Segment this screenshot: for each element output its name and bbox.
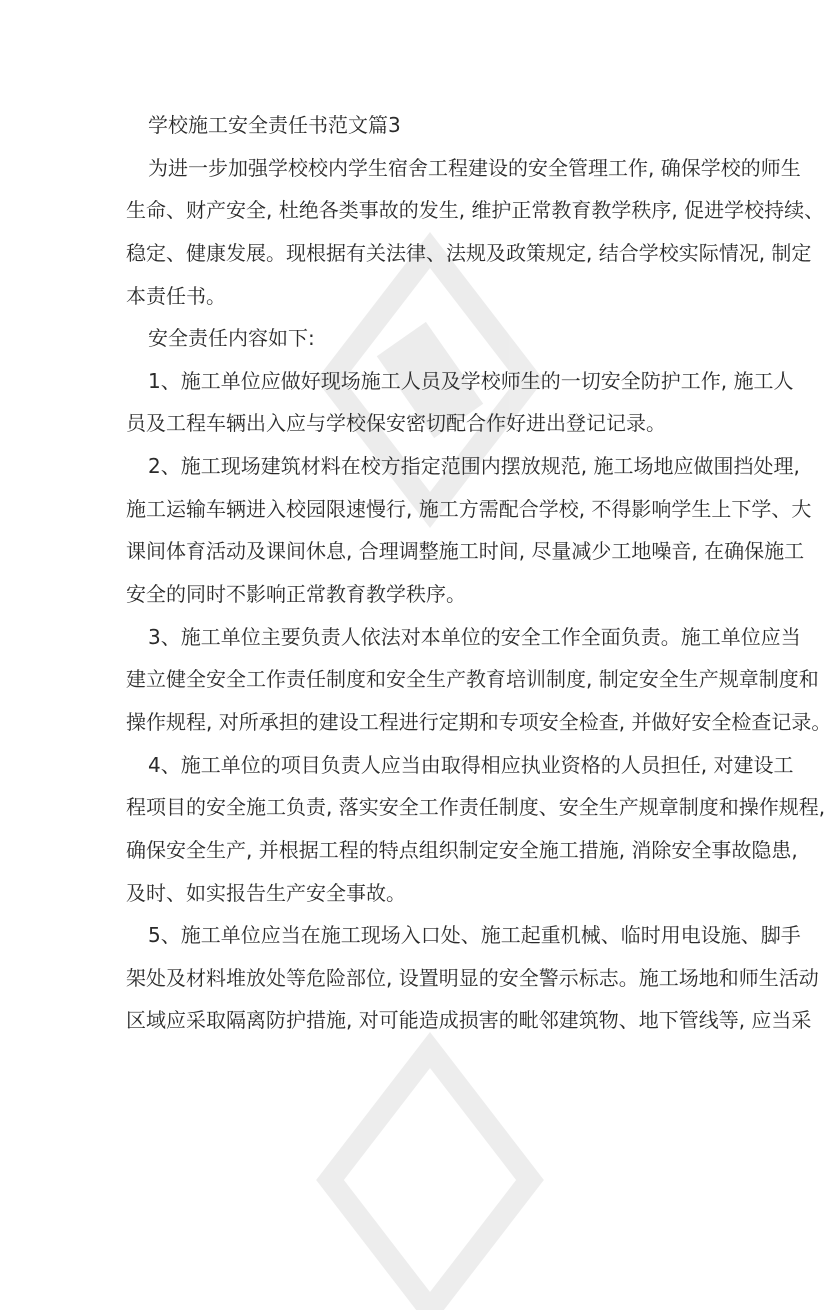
paragraph-line: 为进一步加强学校校内学生宿舍工程建设的安全管理工作, 确保学校的师生 <box>148 155 801 180</box>
paragraph-line: 员及工程车辆出入应与学校保安密切配合作好进出登记记录。 <box>126 411 666 436</box>
paragraph-line: 4、施工单位的项目负责人应当由取得相应执业资格的人员担任, 对建设工 <box>148 752 794 777</box>
paragraph-line: 确保安全生产, 并根据工程的特点组织制定安全施工措施, 消除安全事故隐患, <box>126 837 798 862</box>
paragraph-line: 建立健全安全工作责任制度和安全生产教育培训制度, 制定安全生产规章制度和 <box>126 667 819 692</box>
paragraph-line: 5、施工单位应当在施工现场入口处、施工起重机械、临时用电设施、脚手 <box>148 923 801 948</box>
paragraph-line: 课间体育活动及课间休息, 合理调整施工时间, 尽量减少工地噪音, 在确保施工 <box>126 539 805 564</box>
watermark-logo <box>330 1050 530 1310</box>
paragraph-line: 安全责任内容如下: <box>148 326 315 351</box>
paragraph-line: 生命、财产安全, 杜绝各类事故的发生, 维护正常教育教学秩序, 促进学校持续、 <box>126 198 825 223</box>
paragraph-line: 架处及材料堆放处等危险部位, 设置明显的安全警示标志。施工场地和师生活动 <box>126 965 819 990</box>
document-body <box>126 104 831 1042</box>
paragraph-line: 及时、如实报告生产安全事故。 <box>126 880 406 905</box>
paragraph-line: 操作规程, 对所承担的建设工程进行定期和专项安全检查, 并做好安全检查记录。 <box>126 709 831 734</box>
paragraph-line: 安全的同时不影响正常教育教学秩序。 <box>126 582 466 607</box>
paragraph-line: 2、施工现场建筑材料在校方指定范围内摆放规范, 施工场地应做围挡处理, <box>148 454 800 479</box>
paragraph-line: 稳定、健康发展。现根据有关法律、法规及政策规定, 结合学校实际情况, 制定 <box>126 240 812 265</box>
paragraph-line: 1、施工单位应做好现场施工人员及学校师生的一切安全防护工作, 施工人 <box>148 368 794 393</box>
paragraph-line: 3、施工单位主要负责人依法对本单位的安全工作全面负责。施工单位应当 <box>148 624 801 649</box>
paragraph-line: 程项目的安全施工负责, 落实安全工作责任制度、安全生产规章制度和操作规程, <box>126 795 826 820</box>
paragraph-line: 施工运输车辆进入校园限速慢行, 施工方需配合学校, 不得影响学生上下学、大 <box>126 496 812 521</box>
paragraph-line: 本责任书。 <box>126 283 226 308</box>
paragraph-line: 区域应采取隔离防护措施, 对可能造成损害的毗邻建筑物、地下管线等, 应当采 <box>126 1008 812 1033</box>
document-title: 学校施工安全责任书范文篇3 <box>148 113 401 137</box>
